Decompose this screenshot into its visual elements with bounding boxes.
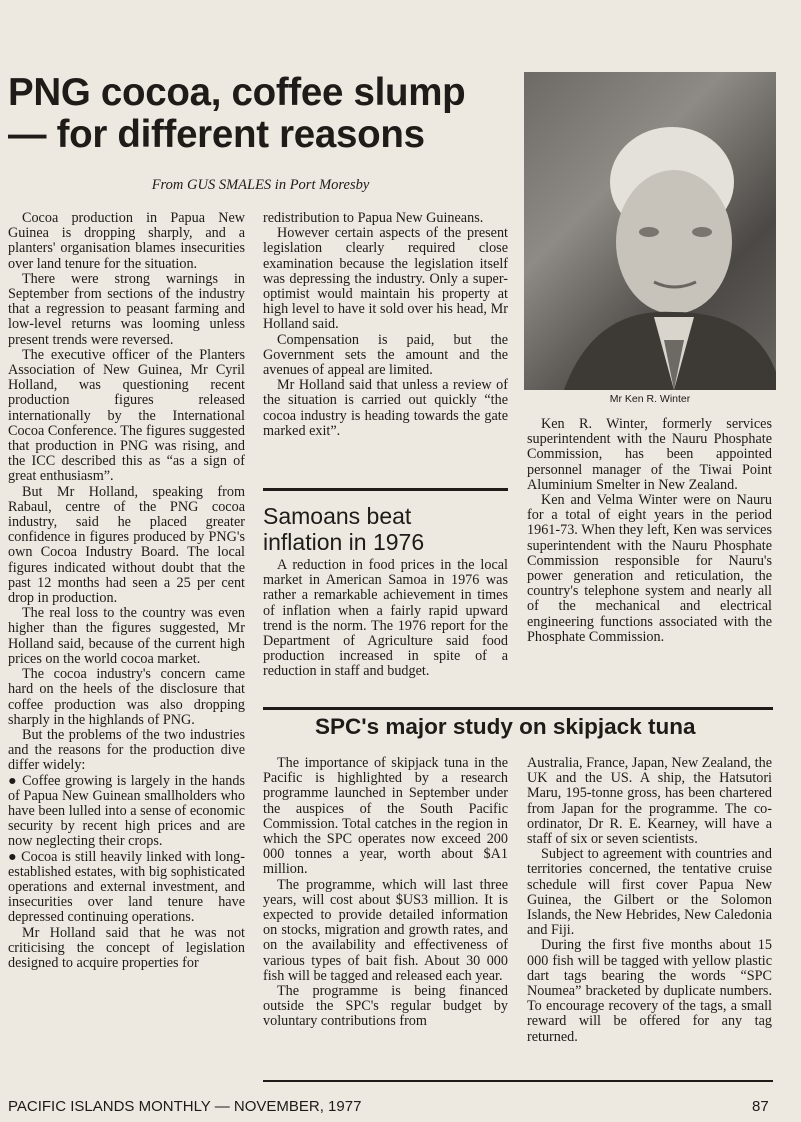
paragraph: The programme is being financed outside the SPC's regular budget by voluntary contributions from — [263, 983, 508, 1030]
main-article-column-2 — [263, 211, 508, 439]
paragraph: Cocoa production in Papua New Guinea is dropping sharply, and a planters' organisation blames insecurities over land tenure for the situation. — [8, 210, 245, 272]
paragraph: Ken R. Winter, formerly services superintendent with the Nauru Phosphate Commission, has been appointed personnel manager of the Tiwai Point Aluminium Smelter in New Zealand. — [527, 416, 772, 493]
paragraph: The executive officer of the Planters Association of New Guinea, Mr Cyril Holland, was questioning recent production figures released internationally by the International Cocoa Conference. The figures suggested that production in PNG was rising, and the ICC described this as “as a sign of great enthusiasm”. — [8, 346, 245, 485]
paragraph: During the first five months about 15 000 fish will be tagged with yellow plastic dart tags bearing the words “SPC Noumea” bracketed by duplicate numbers. To encourage recovery of the tags, a small reward will be offered for any tag returned. — [527, 937, 772, 1045]
page-number: 87 — [752, 1098, 769, 1115]
paragraph: Mr Holland said that he was not criticising the concept of legislation designed to acquire properties for — [8, 924, 245, 971]
paragraph: The programme, which will last three years, will cost about $US3 million. It is expected to provide detailed information on stocks, migration and growth rates, and on the availability and effectiveness of various types of bait fish. About 30 000 fish will be tagged and released each year. — [263, 876, 508, 984]
paragraph: Compensation is paid, but the Government sets the amount and the avenues of appeal are limited. — [263, 331, 508, 379]
section-divider — [263, 488, 508, 491]
winter-article — [527, 417, 772, 645]
photo-caption: Mr Ken R. Winter — [609, 393, 691, 405]
tuna-column-2 — [527, 756, 772, 1045]
paragraph: The real loss to the country was even higher than the figures suggested, Mr Holland said, because of the current high prices on the world cocoa market. — [8, 605, 245, 667]
section-divider — [263, 1080, 773, 1082]
main-article-column-1 — [8, 211, 245, 971]
publication-footer: PACIFIC ISLANDS MONTHLY — NOVEMBER, 1977 — [8, 1098, 362, 1115]
byline: From GUS SMALES in Port Moresby — [151, 177, 370, 193]
paragraph: The cocoa industry's concern came hard on the heels of the disclosure that coffee production was also dropping sharply in the highlands of PNG. — [8, 666, 245, 728]
paragraph: redistribution to Papua New Guineans. — [263, 210, 484, 226]
samoa-headline-line-1: Samoans beat — [263, 503, 412, 529]
paragraph: Australia, France, Japan, New Zealand, the UK and the US. A ship, the Hatsutori Maru, 195-tonne gross, has been chartered from Japan for the programme. The co-ordinator, Dr R. E. Kearney, will have a staff of six or seven scientists. — [527, 755, 772, 848]
bullet-coffee: ● Coffee growing is largely in the hands of Papua New Guinean smallholders who have been lulled into a sense of economic security by recent high prices and are now neglecting their crops. — [8, 772, 245, 850]
portrait-illustration — [524, 72, 776, 390]
paragraph: However certain aspects of the present legislation clearly required close examination because the legislation itself was depressing the industry. Only a super-optimist would maintain his property at high level to have it sold over his head, Mr Holland said. — [263, 225, 508, 333]
paragraph: Subject to agreement with countries and territories concerned, the tentative cruise schedule will first cover Papua New Guinea, the Gilbert or the Solomon Islands, the New Hebrides, New Caledonia and Fiji. — [527, 846, 772, 939]
paragraph: But the problems of the two industries and the reasons for the production dive differ widely: — [8, 726, 245, 774]
samoa-headline — [263, 503, 508, 555]
main-headline — [8, 72, 513, 156]
paragraph: But Mr Holland, speaking from Rabaul, centre of the PNG cocoa industry, said he placed greater confidence in figures produced by PNG's own Cocoa Industry Board. The local figures indicated without doubt that the past 12 months had seen a 25 per cent drop in production. — [8, 483, 245, 607]
samoa-headline-line-2: inflation in 1976 — [263, 529, 425, 555]
paragraph: A reduction in food prices in the local market in American Samoa in 1976 was rather a remarkable achievement in times of inflation when a fairly rapid upward trend is the norm. The 1976 report for the Department of Agriculture said food production increased in spite of a reduction in staff and budget. — [263, 557, 508, 680]
paragraph: Mr Holland said that unless a review of the situation is carried out quickly “the cocoa industry is heading towards the gate marked exit”. — [263, 377, 508, 439]
paragraph: Ken and Velma Winter were on Nauru for a total of eight years in the period 1961-73. When they left, Ken was services superintendent with the Nauru Phosphate Commission responsible for Nauru's power generation and reticulation, the country's telephone system and nearly all of the mechanical and electrical engineering functions associated with the Phosphate Commission. — [527, 492, 772, 645]
headline-line-2: — for different reasons — [8, 113, 425, 156]
tuna-column-1 — [263, 756, 508, 1030]
samoa-article — [263, 558, 508, 680]
headline-line-1: PNG cocoa, coffee slump — [8, 71, 466, 114]
portrait-photo — [524, 72, 776, 390]
section-divider — [263, 707, 773, 710]
paragraph: The importance of skipjack tuna in the Pacific is highlighted by a research programme launched in September under the auspices of the South Pacific Commission. Total catches in the region in which the SPC operates now exceed 200 000 tonnes a year, worth about $A1 million. — [263, 755, 508, 878]
tuna-headline: SPC's major study on skipjack tuna — [315, 714, 696, 739]
paragraph: There were strong warnings in September from sections of the industry that a regression to peasant farming and low-level returns was looming unless present trends were reversed. — [8, 270, 245, 348]
bullet-cocoa: ● Cocoa is still heavily linked with long-established estates, with big sophisticated operations and external investment, and insecurities over land tenure have depressed continuing operations. — [8, 848, 245, 926]
